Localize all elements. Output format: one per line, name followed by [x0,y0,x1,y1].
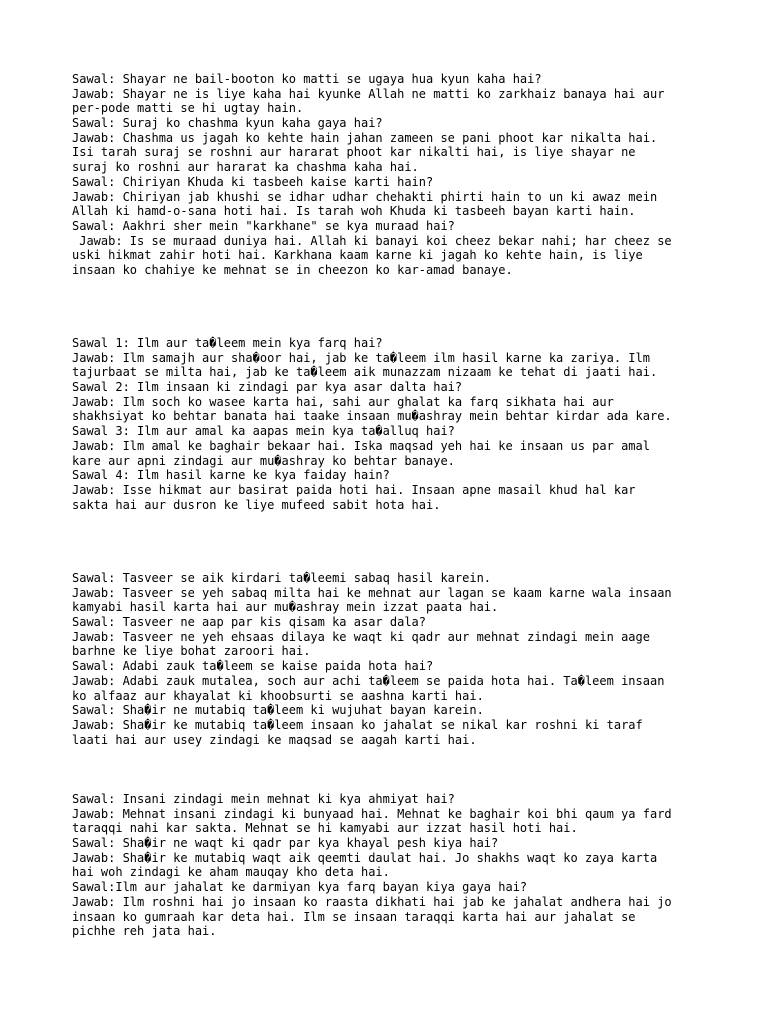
text-line: Jawab: Chashma us jagah ko kehte hain jahan zameen se pani phoot kar nikalta hai. [72,130,658,145]
text-line: Jawab: Ilm amal ke baghair bekaar hai. Iska maqsad yeh hai ke insaan us par amal [72,438,650,453]
text-line: Sawal 4: Ilm hasil karne ke kya faiday hain? [72,468,390,483]
text-line: ko alfaaz aur khayalat ki khoobsurti se aashna karti hai. [72,688,484,703]
text-line: Sawal 3: Ilm aur amal ka aapas mein kya ta�alluq hai? [72,424,455,439]
qa-block-2 [72,336,712,512]
text-line: Sawal 2: Ilm insaan ki zindagi par kya asar dalta hai? [72,380,463,395]
text-line: Jawab: Sha�ir ke mutabiq waqt aik qeemti daulat hai. Jo shakhs waqt ko zaya karta [72,850,658,865]
qa-block-4 [72,792,712,939]
text-line: Jawab: Chiriyan jab khushi se idhar udhar chehakti phirti hain to un ki awaz mein [72,189,658,204]
text-line: Jawab: Ilm samajh aur sha�oor hai, jab ke ta�leem ilm hasil karne ka zariya. Ilm [72,350,650,365]
text-line: Sawal: Aakhri sher mein "karkhane" se kya muraad hai? [72,218,455,233]
text-line: pichhe reh jata hai. [72,924,217,939]
text-line: Isi tarah suraj se roshni aur hararat phoot kar nikalti hai, is liye shayar ne [72,145,636,160]
text-line: Sawal:Ilm aur jahalat ke darmiyan kya farq bayan kiya gaya hai? [72,880,528,895]
text-line: Jawab: Adabi zauk mutalea, soch aur achi ta�leem se paida hota hai. Ta�leem insaan [72,673,665,688]
qa-block-1 [72,72,712,278]
text-line: Sawal: Sha�ir ne waqt ki qadr par kya khayal pesh kiya hai? [72,836,499,851]
text-line: kamyabi hasil karta hai aur mu�ashray mein izzat paata hai. [72,600,499,615]
text-line: tajurbaat se milta hai, jab ke ta�leem aik munazzam nizaam ke tehat di jaati hai. [72,365,658,380]
text-line: Sawal 1: Ilm aur ta�leem mein kya farq hai? [72,336,383,350]
text-line: insaan ko gumraah kar deta hai. Ilm se insaan taraqqi karta hai aur jahalat se [72,909,636,924]
text-line: laati hai aur usey zindagi ke maqsad se aagah karti hai. [72,732,477,747]
text-line: hai woh zindagi ke aham mauqay kho deta hai. [72,865,390,880]
text-line: per-pode matti se hi ugtay hain. [72,101,304,116]
text-line: Jawab: Tasveer se yeh sabaq milta hai ke mehnat aur lagan se kaam karne wala insaan [72,585,672,600]
text-line: Sawal: Tasveer ne aap par kis qisam ka asar dala? [72,615,427,630]
text-line: insaan ko chahiye ke mehnat se in cheezon ko kar-amad banaye. [72,262,513,277]
text-line: Jawab: Sha�ir ke mutabiq ta�leem insaan ko jahalat se nikal kar roshni ki taraf [72,717,643,732]
text-line: Sawal: Adabi zauk ta�leem se kaise paida hota hai? [72,659,434,674]
text-line: Jawab: Is se muraad duniya hai. Allah ki banayi koi cheez bekar nahi; har cheez se [72,233,672,248]
text-line: shakhsiyat ko behtar banata hai taake insaan mu�ashray mein behtar kirdar ada kare. [72,409,672,424]
qa-block-3 [72,571,712,747]
text-line: taraqqi nahi kar sakta. Mehnat se hi kamyabi aur izzat hasil hoti hai. [72,821,578,836]
text-line: kare aur apni zindagi aur mu�ashray ko behtar banaye. [72,453,455,468]
text-line: Jawab: Shayar ne is liye kaha hai kyunke Allah ne matti ko zarkhaiz banaya hai aur [72,86,665,101]
text-line: Sawal: Chiriyan Khuda ki tasbeeh kaise karti hain? [72,174,434,189]
text-line: Jawab: Tasveer ne yeh ehsaas dilaya ke waqt ki qadr aur mehnat zindagi mein aage [72,629,650,644]
text-line: Sawal: Shayar ne bail-booton ko matti se ugaya hua kyun kaha hai? [72,72,542,86]
text-line: suraj ko roshni aur hararat ka chashma kaha hai. [72,160,419,175]
text-line: Allah ki hamd-o-sana hoti hai. Is tarah woh Khuda ki tasbeeh bayan karti hain. [72,204,636,219]
text-line: Jawab: Ilm roshni hai jo insaan ko raasta dikhati hai jab ke jahalat andhera hai jo [72,894,672,909]
text-line: Sawal: Sha�ir ne mutabiq ta�leem ki wujuhat bayan karein. [72,703,484,718]
text-line: Jawab: Mehnat insani zindagi ki bunyaad hai. Mehnat ke baghair koi bhi qaum ya fard [72,806,672,821]
text-line: Sawal: Insani zindagi mein mehnat ki kya ahmiyat hai? [72,792,455,806]
text-line: Jawab: Ilm soch ko wasee karta hai, sahi aur ghalat ka farq sikhata hai aur [72,394,614,409]
text-line: uski hikmat zahir hoti hai. Karkhana kaam karne ki jagah ko kehte hain, is liye [72,248,643,263]
text-line: barhne ke liye bohat zaroori hai. [72,644,311,659]
text-line: Sawal: Suraj ko chashma kyun kaha gaya hai? [72,116,383,131]
text-line: Jawab: Isse hikmat aur basirat paida hoti hai. Insaan apne masail khud hal kar [72,482,636,497]
text-line: Sawal: Tasveer se aik kirdari ta�leemi sabaq hasil karein. [72,571,492,585]
text-line: sakta hai aur dusron ke liye mufeed sabit hota hai. [72,497,441,512]
